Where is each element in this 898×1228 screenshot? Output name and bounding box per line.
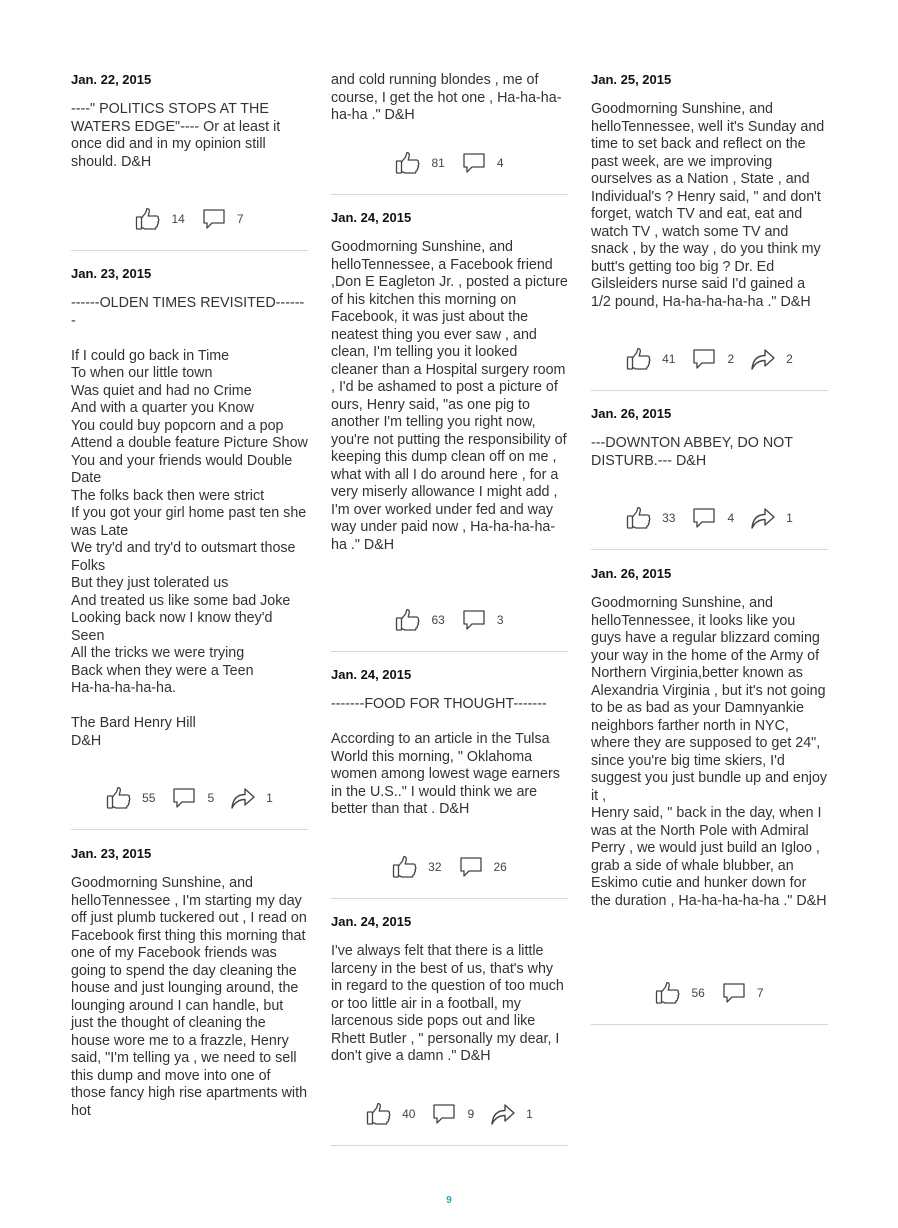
post-body: -------FOOD FOR THOUGHT------- According to an article in the Tulsa World this morning, " Oklahoma women among lowest wage earners in the U.S.." I would think we are better than that . D&H [331,696,560,817]
post-jan-24-food [331,667,568,819]
thumbs-up-icon [626,347,652,371]
comment-count: 4 [727,511,735,525]
post-actions [71,206,308,232]
like-count: 55 [142,791,156,805]
post-body: Goodmorning Sunshine, and helloTennessee, a Facebook friend ,Don E Eagleton Jr. , posted a picture of his kitchen this morning on Facebook, it was just about the neatest thing you ever saw , and clean, I'm telling you it looked cleaner than a Hospital surgery room , I'd be ashamed to post a picture of ours, Henry said, "as one pig to another I'm telling you right now, you're not putting the responsibility of keeping this dump clean off on me , what with all I do around here , for a very miserly allowance I might add , I'm over worked under fed and way way under paid now , Ha-ha-ha-ha-ha ." D&H [331,239,572,553]
divider [331,194,568,195]
post-actions [591,505,828,531]
comment-button[interactable] [721,981,764,1005]
comment-count: 7 [236,212,244,226]
like-count: 32 [428,860,442,874]
like-count: 56 [691,986,705,1000]
share-icon [230,786,256,810]
post-jan-26-blizzard [591,566,828,910]
like-button[interactable] [366,1102,415,1126]
like-count: 63 [431,613,445,627]
post-body: Goodmorning Sunshine, and helloTennessee , I'm starting my day off just plumb tuckered out , I read on Facebook first thing this morning that one of my Facebook friends was going to spend the day cleaning the house and just lounging around, the lounging around I can handle, but just the thought of cleaning the house wore me to a frazzle, Henry said, "I'm telling ya , we need to sell this dump and move into one of those fancy high rise apartments with hot [71,875,312,1119]
like-count: 33 [662,511,676,525]
comment-button[interactable] [201,207,244,231]
thumbs-up-icon [366,1102,392,1126]
post-actions [591,346,828,372]
post-body: and cold running blondes , me of course, I get the hot one , Ha-ha-ha-ha-ha ." D&H [331,72,562,123]
share-count: 1 [526,1107,533,1121]
like-count: 81 [431,156,445,170]
comment-icon [461,151,487,175]
share-button[interactable] [750,347,793,371]
comment-button[interactable] [431,1102,474,1126]
comment-count: 7 [756,986,764,1000]
like-count: 41 [662,352,676,366]
comment-button[interactable] [171,786,214,810]
thumbs-up-icon [106,786,132,810]
share-count: 2 [786,352,793,366]
comment-count: 26 [493,860,507,874]
like-count: 40 [402,1107,416,1121]
post-body: ----" POLITICS STOPS AT THE WATERS EDGE"---- Or at least it once did and in my opinion still should. D&H [71,101,285,170]
comment-button[interactable] [691,506,734,530]
post-date: Jan. 23, 2015 [71,266,152,281]
comment-count: 5 [207,791,215,805]
post-body: ---DOWNTON ABBEY, DO NOT DISTURB.--- D&H [591,435,797,469]
like-button[interactable] [106,786,155,810]
share-count: 1 [786,511,793,525]
comment-icon [721,981,747,1005]
divider [591,549,828,550]
divider [331,1145,568,1146]
post-jan-24-kitchen [331,210,572,554]
divider [71,829,308,830]
thumbs-up-icon [626,506,652,530]
like-button[interactable] [395,608,444,632]
divider [71,250,308,251]
post-actions [71,785,308,811]
comment-button[interactable] [461,608,504,632]
divider [591,1024,828,1025]
post-jan-23-morning [71,846,312,1120]
post-body: ------OLDEN TIMES REVISITED------- If I could go back in Time To when our little town Was quiet and had no Crime And with a quarter you Know You could buy popcorn and a pop Attend a double feature Picture Show You and your friends would Double Date The folks back then were strict If you got your girl home past ten she was Late We try'd and try'd to outsmart those Folks But they just tolerated us And treated us like some bad Joke Looking back now I know they'd Seen All the tricks we were trying Back when they were a Teen Ha-ha-ha-ha-ha. The Bard Henry Hill D&H [71,295,308,749]
page-number: 9 [446,1195,452,1206]
divider [331,898,568,899]
thumbs-up-icon [395,151,421,175]
comment-icon [691,506,717,530]
share-button[interactable] [750,506,793,530]
comment-button[interactable] [691,347,734,371]
post-jan-22 [71,72,308,171]
post-date: Jan. 24, 2015 [331,667,412,682]
comment-count: 2 [727,352,735,366]
post-date: Jan. 22, 2015 [71,72,152,87]
thumbs-up-icon [135,207,161,231]
comment-icon [691,347,717,371]
comment-icon [461,608,487,632]
like-button[interactable] [135,207,184,231]
post-actions [331,854,568,880]
post-date: Jan. 24, 2015 [331,914,412,929]
post-actions [591,980,828,1006]
post-date: Jan. 26, 2015 [591,406,672,421]
post-actions [331,150,568,176]
comment-icon [458,855,484,879]
post-actions [331,607,568,633]
post-jan-26-downton [591,406,828,470]
like-count: 14 [171,212,185,226]
share-icon [750,347,776,371]
post-actions [331,1101,568,1127]
comment-button[interactable] [458,855,507,879]
share-count: 1 [266,791,273,805]
post-date: Jan. 25, 2015 [591,72,672,87]
share-icon [750,506,776,530]
thumbs-up-icon [655,981,681,1005]
post-body: Goodmorning Sunshine, and helloTennessee, it looks like you guys have a regular blizzard coming your way in the home of the Army of Northern Virginia,better known as Alexandria Virginia , but it's not going to be as bad as your Damnyankie neighbors farther north in NYC, where they are supposed to get 24", since you're big time skiers, I'd suggest you just bundle up and enjoy it , Henry said, " back in the day, when I was at the North Pole with Admiral Perry , we would just build an Igloo , grab a side of whale blubber, an Eskimo cutie and hunker down for the duration , Ha-ha-ha-ha-ha ." D&H [591,595,828,909]
share-icon [490,1102,516,1126]
post-jan-25 [591,72,828,311]
post-jan-24-larceny [331,914,568,1066]
thumbs-up-icon [395,608,421,632]
like-button[interactable] [392,855,441,879]
share-button[interactable] [230,786,273,810]
post-date: Jan. 26, 2015 [591,566,672,581]
like-button[interactable] [655,981,704,1005]
like-button[interactable] [395,151,444,175]
comment-count: 9 [467,1107,475,1121]
post-continued [331,72,568,125]
comment-button[interactable] [461,151,504,175]
like-button[interactable] [626,347,675,371]
thumbs-up-icon [392,855,418,879]
comment-count: 3 [496,613,504,627]
share-button[interactable] [490,1102,533,1126]
post-body: Goodmorning Sunshine, and helloTennessee, well it's Sunday and time to set back and reflect on the past week, are we improving ourselves as a Nation , State , and Individual's ? Henry said, " and don't forget, watch TV and eat, eat and watch TV , watch some TV and snack , by the way , do you think my butt's getting too big ? Dr. Ed Gilsleiders nurse said I'd gained a 1/2 pound, Ha-ha-ha-ha-ha ." D&H [591,101,829,310]
comment-icon [201,207,227,231]
comment-count: 4 [496,156,504,170]
post-date: Jan. 24, 2015 [331,210,412,225]
divider [331,651,568,652]
post-date: Jan. 23, 2015 [71,846,152,861]
like-button[interactable] [626,506,675,530]
post-jan-23-poem [71,266,308,750]
comment-icon [431,1102,457,1126]
comment-icon [171,786,197,810]
divider [591,390,828,391]
post-body: I've always felt that there is a little larceny in the best of us, that's why in regard to the question of too much or too little air in a football, my larcenous side pops out and like Rhett Butler , " personally my dear, I don't give a damn ." D&H [331,943,568,1064]
